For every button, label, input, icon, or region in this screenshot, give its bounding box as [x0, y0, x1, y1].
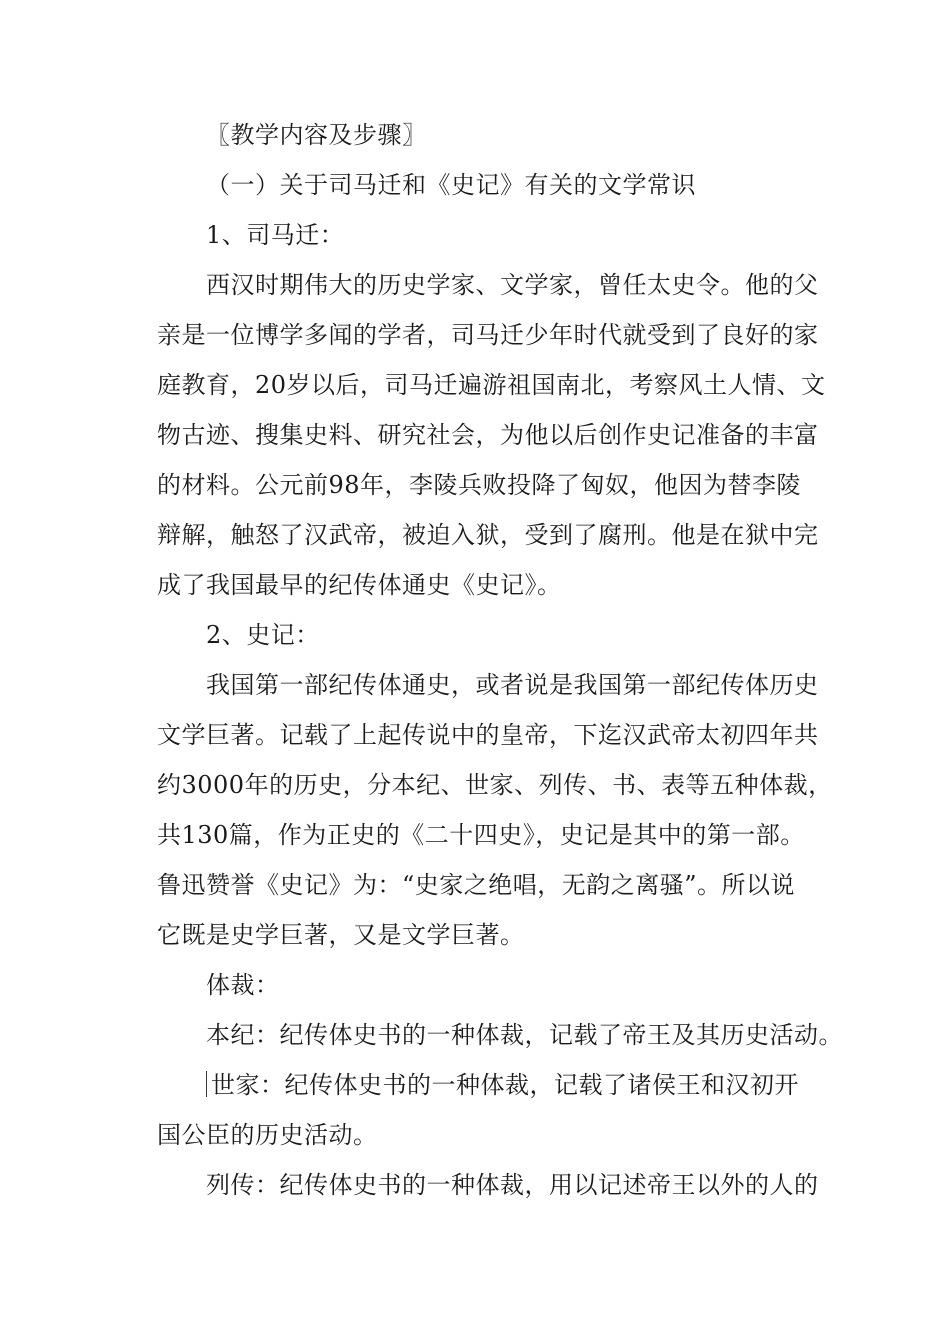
genre-title: 体裁： — [206, 971, 280, 999]
item1-title: 1、司马迁： — [206, 221, 345, 249]
paragraph-line: 辩解，触怒了汉武帝，被迫入狱，受到了腐刑。他是在狱中完 — [157, 521, 819, 549]
paragraph-line: 文学巨著。记载了上起传说中的皇帝，下迄汉武帝太初四年共 — [157, 721, 819, 749]
paragraph-line: 物古迹、搜集史料、研究社会，为他以后创作史记准备的丰富 — [157, 421, 819, 449]
genre-benji: 本纪：纪传体史书的一种体裁，记载了帝王及其历史活动。 — [206, 1021, 843, 1049]
paragraph-line: 我国第一部纪传体通史，或者说是我国第一部纪传体历史 — [206, 671, 819, 699]
paragraph-line: 成了我国最早的纪传体通史《史记》。 — [157, 571, 562, 599]
paragraph-line: 西汉时期伟大的历史学家、文学家，曾任太史令。他的父 — [206, 271, 819, 299]
paragraph-line: 庭教育，20岁以后，司马迁遍游祖国南北，考察风土人情、文 — [157, 371, 826, 399]
paragraph-line: 国公臣的历史活动。 — [157, 1121, 378, 1149]
genre-shijia-text: 世家：纪传体史书的一种体裁，记载了诸侯王和汉初开 — [211, 1071, 799, 1099]
genre-liezhuan: 列传：纪传体史书的一种体裁，用以记述帝王以外的人的 — [206, 1171, 819, 1199]
item2-title: 2、史记： — [206, 621, 320, 649]
section-title: （一）关于司马迁和《史记》有关的文学常识 — [206, 171, 696, 199]
paragraph-line: 它既是史学巨著，又是文学巨著。 — [157, 921, 525, 949]
paragraph-line: 的材料。公元前98年，李陵兵败投降了匈奴，他因为替李陵 — [157, 471, 802, 499]
heading: 〖教学内容及步骤〗 — [206, 121, 427, 149]
paragraph-line: 亲是一位博学多闻的学者，司马迁少年时代就受到了良好的家 — [157, 321, 819, 349]
paragraph-line: 共130篇，作为正史的《二十四史》，史记是其中的第一部。 — [157, 821, 805, 849]
paragraph-line: 鲁迅赞誉《史记》为：“史家之绝唱，无韵之离骚”。所以说 — [157, 871, 796, 899]
paragraph-line: 约3000年的历史，分本纪、世家、列传、书、表等五种体裁， — [157, 771, 833, 799]
genre-shijia — [206, 1070, 799, 1100]
text-cursor — [206, 1071, 207, 1097]
